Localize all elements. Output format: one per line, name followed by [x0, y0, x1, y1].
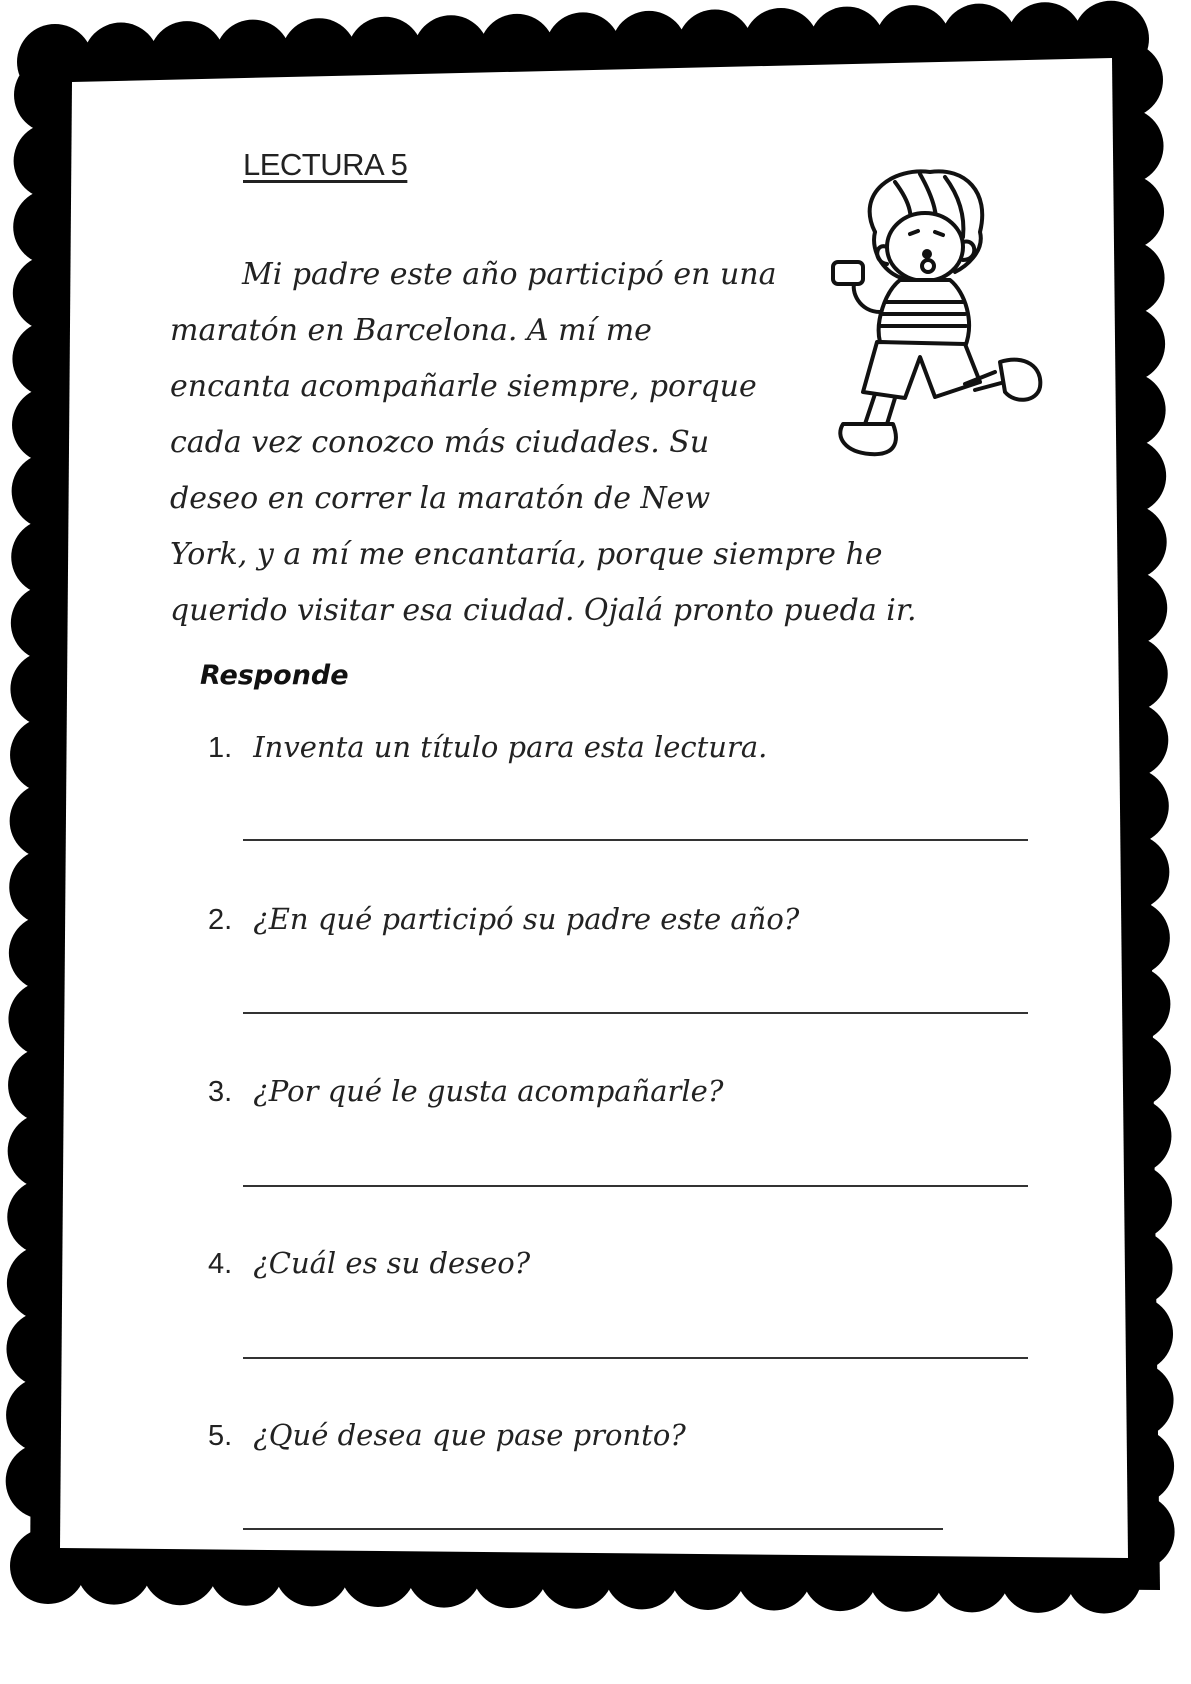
- respond-heading: Responde: [200, 660, 349, 691]
- reading-line: deseo en correr la maratón de New: [170, 481, 711, 516]
- question-item: [208, 1074, 723, 1109]
- reading-line: cada vez conozco más ciudades. Su: [170, 425, 710, 460]
- question-text: ¿Qué desea que pase pronto?: [253, 1418, 686, 1452]
- answer-line[interactable]: [243, 1357, 1028, 1359]
- answer-line[interactable]: [243, 1012, 1028, 1014]
- question-item: [208, 1418, 686, 1453]
- question-item: [208, 902, 799, 937]
- question-number: 2.: [208, 904, 233, 936]
- question-number: 3.: [208, 1076, 233, 1108]
- reading-line: Mi padre este año participó en una: [242, 257, 777, 292]
- reading-line: York, y a mí me encantaría, porque siempre he: [170, 537, 883, 572]
- reading-line: encanta acompañarle siempre, porque: [170, 369, 757, 404]
- question-text: ¿Cuál es su deseo?: [253, 1246, 531, 1280]
- question-number: 1.: [208, 732, 233, 764]
- running-boy-icon: [815, 162, 1045, 482]
- question-text: ¿En qué participó su padre este año?: [253, 902, 800, 936]
- reading-line: maratón en Barcelona. A mí me: [170, 313, 652, 348]
- question-item: [208, 1246, 530, 1281]
- question-text: Inventa un título para esta lectura.: [253, 730, 768, 764]
- question-number: 5.: [208, 1420, 233, 1452]
- reading-line: querido visitar esa ciudad. Ojalá pronto pueda ir.: [170, 593, 917, 628]
- answer-line[interactable]: [243, 1528, 943, 1530]
- page-title: LECTURA 5: [243, 147, 408, 182]
- question-text: ¿Por qué le gusta acompañarle?: [253, 1074, 724, 1108]
- question-number: 4.: [208, 1248, 233, 1280]
- answer-line[interactable]: [243, 1185, 1028, 1187]
- question-item: [208, 730, 767, 765]
- answer-line[interactable]: [243, 839, 1028, 841]
